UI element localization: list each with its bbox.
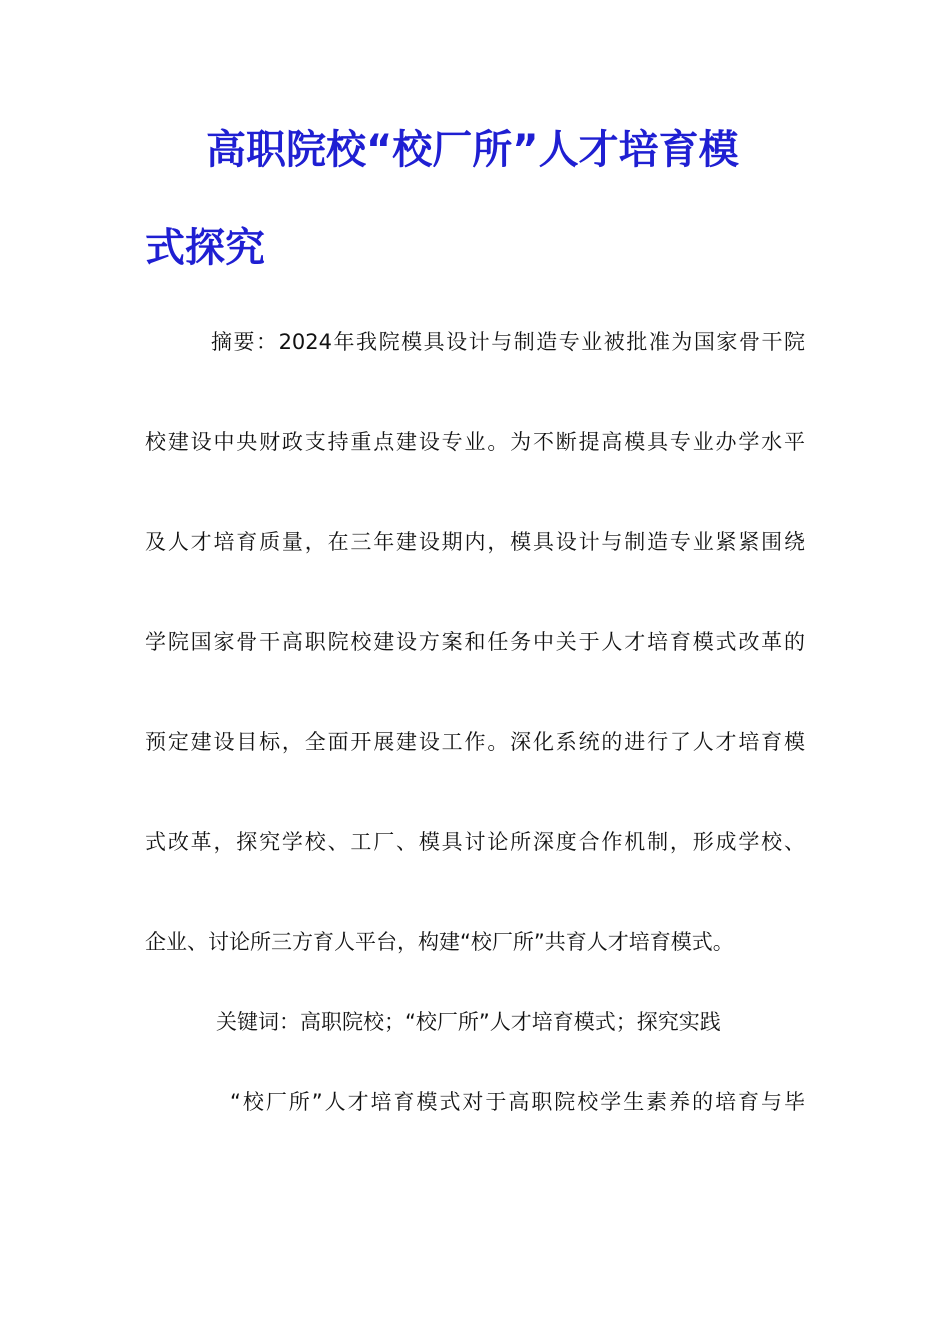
abstract-line-7: 企业、讨论所三方育人平台，构建“校厂所”共育人才培育模式。 (145, 930, 734, 954)
body-paragraph-first-line: “校厂所”人才培育模式对于高职院校学生素养的培育与毕 (230, 1090, 805, 1114)
document-title-line-2: 式探究 (145, 225, 265, 271)
abstract-line-1: 摘要：2024年我院模具设计与制造专业被批准为国家骨干院 (211, 330, 805, 354)
keywords-line: 关键词：高职院校；“校厂所”人才培育模式；探究实践 (216, 1010, 721, 1034)
abstract-line-4: 学院国家骨干高职院校建设方案和任务中关于人才培育模式改革的 (145, 630, 805, 654)
abstract-line-2: 校建设中央财政支持重点建设专业。为不断提高模具专业办学水平 (145, 430, 805, 454)
document-title-line-1: 高职院校“校厂所”人才培育模 (206, 127, 739, 173)
abstract-line-6: 式改革，探究学校、工厂、模具讨论所深度合作机制，形成学校、 (145, 830, 805, 854)
abstract-line-5: 预定建设目标，全面开展建设工作。深化系统的进行了人才培育模 (145, 730, 805, 754)
abstract-line-3: 及人才培育质量，在三年建设期内，模具设计与制造专业紧紧围绕 (145, 530, 805, 554)
